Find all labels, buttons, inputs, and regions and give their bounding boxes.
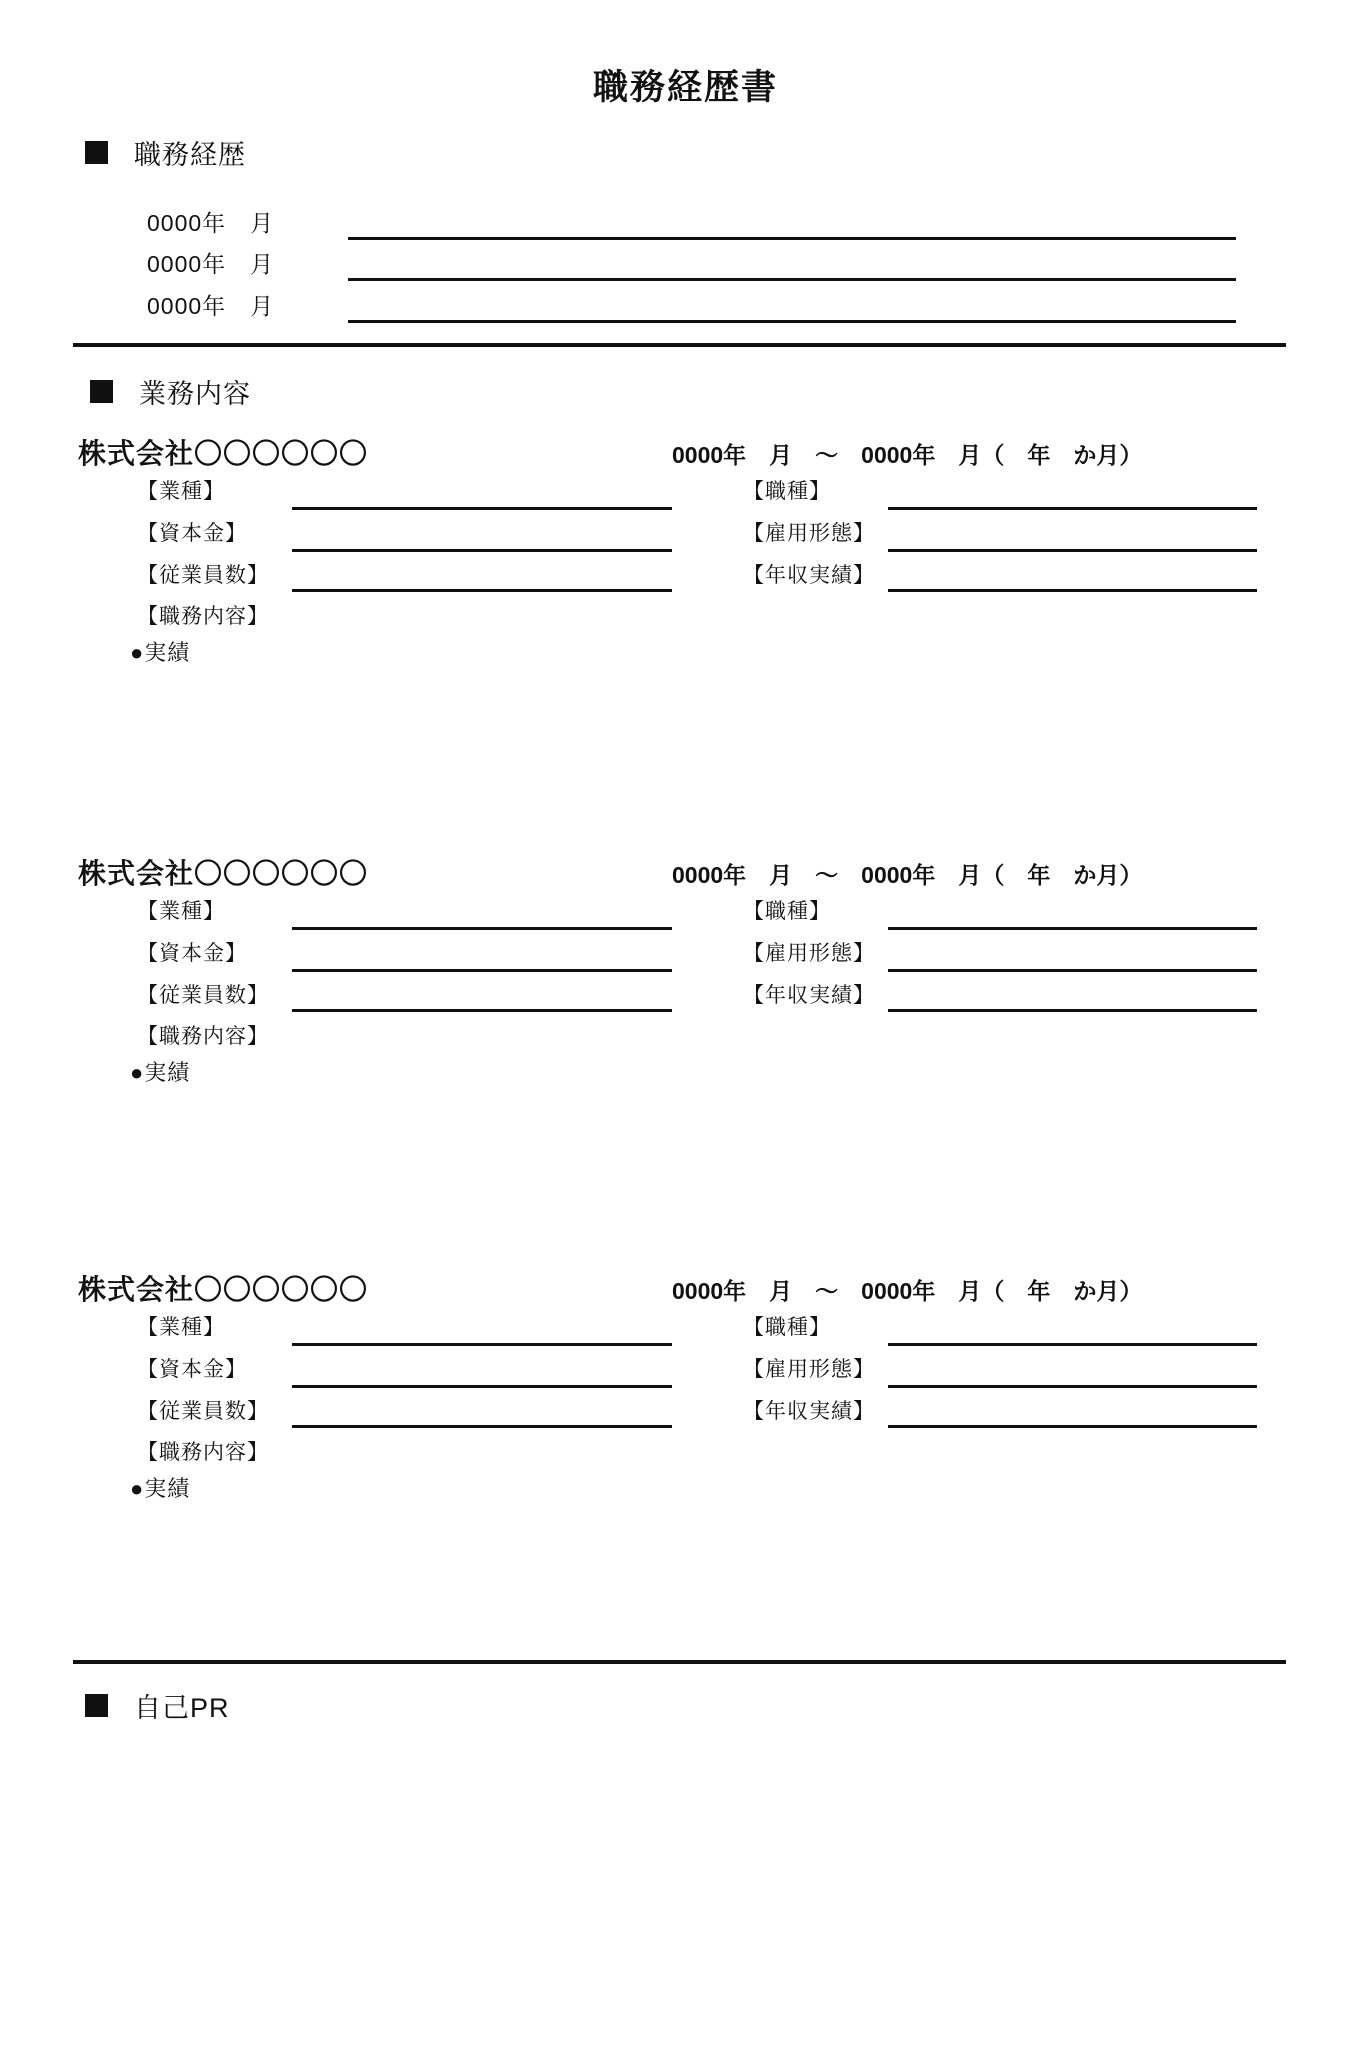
fill-line xyxy=(888,589,1257,592)
fill-line xyxy=(888,1343,1257,1346)
field-label-capital: 【資本金】 xyxy=(137,942,247,965)
field-label-employment-type: 【雇用形態】 xyxy=(743,1358,875,1381)
fill-line xyxy=(292,549,672,552)
fill-line xyxy=(348,278,1236,281)
work-history-entry xyxy=(0,205,1371,246)
fill-line xyxy=(888,1385,1257,1388)
company-name: 株式会社〇〇〇〇〇〇 xyxy=(78,1274,369,1305)
field-label-job-type: 【職種】 xyxy=(743,1316,831,1339)
section-marker-icon xyxy=(85,141,108,164)
section-heading-label: 業務内容 xyxy=(139,379,251,409)
fill-line xyxy=(292,1425,672,1428)
field-label-annual-income: 【年収実績】 xyxy=(743,564,875,587)
field-label-industry: 【業種】 xyxy=(137,480,225,503)
section-marker-icon xyxy=(85,1694,108,1717)
field-label-industry: 【業種】 xyxy=(137,900,225,923)
company-name: 株式会社〇〇〇〇〇〇 xyxy=(78,858,369,889)
field-label-employment-type: 【雇用形態】 xyxy=(743,942,875,965)
fill-line xyxy=(292,589,672,592)
company-block xyxy=(0,852,1371,1122)
fill-line xyxy=(348,237,1236,240)
field-label-employment-type: 【雇用形態】 xyxy=(743,522,875,545)
fill-line xyxy=(292,969,672,972)
work-history-entry xyxy=(0,246,1371,287)
field-label-job-description: 【職務内容】 xyxy=(137,1441,269,1464)
achievement-bullet-label: ●実績 xyxy=(130,1060,191,1085)
fill-line xyxy=(292,507,672,510)
date-label: 0000年 月 xyxy=(147,210,275,236)
field-label-employees: 【従業員数】 xyxy=(137,984,269,1007)
field-label-job-description: 【職務内容】 xyxy=(137,1025,269,1048)
fill-line xyxy=(292,1385,672,1388)
field-label-annual-income: 【年収実績】 xyxy=(743,984,875,1007)
section-marker-icon xyxy=(90,380,113,403)
fill-line xyxy=(888,1009,1257,1012)
section-heading-self-pr xyxy=(85,1686,230,1725)
field-label-job-type: 【職種】 xyxy=(743,900,831,923)
field-label-job-type: 【職種】 xyxy=(743,480,831,503)
fill-line xyxy=(888,507,1257,510)
achievement-bullet-label: ●実績 xyxy=(130,640,191,665)
field-label-employees: 【従業員数】 xyxy=(137,1400,269,1423)
fill-line xyxy=(888,549,1257,552)
section-heading-work-history xyxy=(85,133,246,172)
fill-line xyxy=(888,969,1257,972)
section-heading-label: 職務経歴 xyxy=(134,140,246,170)
field-label-employees: 【従業員数】 xyxy=(137,564,269,587)
field-label-annual-income: 【年収実績】 xyxy=(743,1400,875,1423)
date-label: 0000年 月 xyxy=(147,251,275,277)
company-block xyxy=(0,432,1371,702)
section-heading-work-details xyxy=(90,372,251,411)
company-block xyxy=(0,1268,1371,1538)
achievement-bullet-label: ●実績 xyxy=(130,1476,191,1501)
date-label: 0000年 月 xyxy=(147,293,275,319)
work-history-entry xyxy=(0,288,1371,329)
page-title: 職務経歴書 xyxy=(592,68,778,107)
fill-line xyxy=(292,927,672,930)
field-label-job-description: 【職務内容】 xyxy=(137,605,269,628)
fill-line xyxy=(888,927,1257,930)
field-label-capital: 【資本金】 xyxy=(137,1358,247,1381)
section-divider xyxy=(73,343,1286,347)
fill-line xyxy=(888,1425,1257,1428)
fill-line xyxy=(348,320,1236,323)
field-label-industry: 【業種】 xyxy=(137,1316,225,1339)
employment-period: 0000年 月 ～ 0000年 月（ 年 か月） xyxy=(672,862,1143,888)
fill-line xyxy=(292,1343,672,1346)
section-heading-label: 自己PR xyxy=(134,1693,230,1723)
fill-line xyxy=(292,1009,672,1012)
field-label-capital: 【資本金】 xyxy=(137,522,247,545)
employment-period: 0000年 月 ～ 0000年 月（ 年 か月） xyxy=(672,1278,1143,1304)
employment-period: 0000年 月 ～ 0000年 月（ 年 か月） xyxy=(672,442,1143,468)
company-name: 株式会社〇〇〇〇〇〇 xyxy=(78,438,369,469)
section-divider xyxy=(73,1660,1286,1664)
